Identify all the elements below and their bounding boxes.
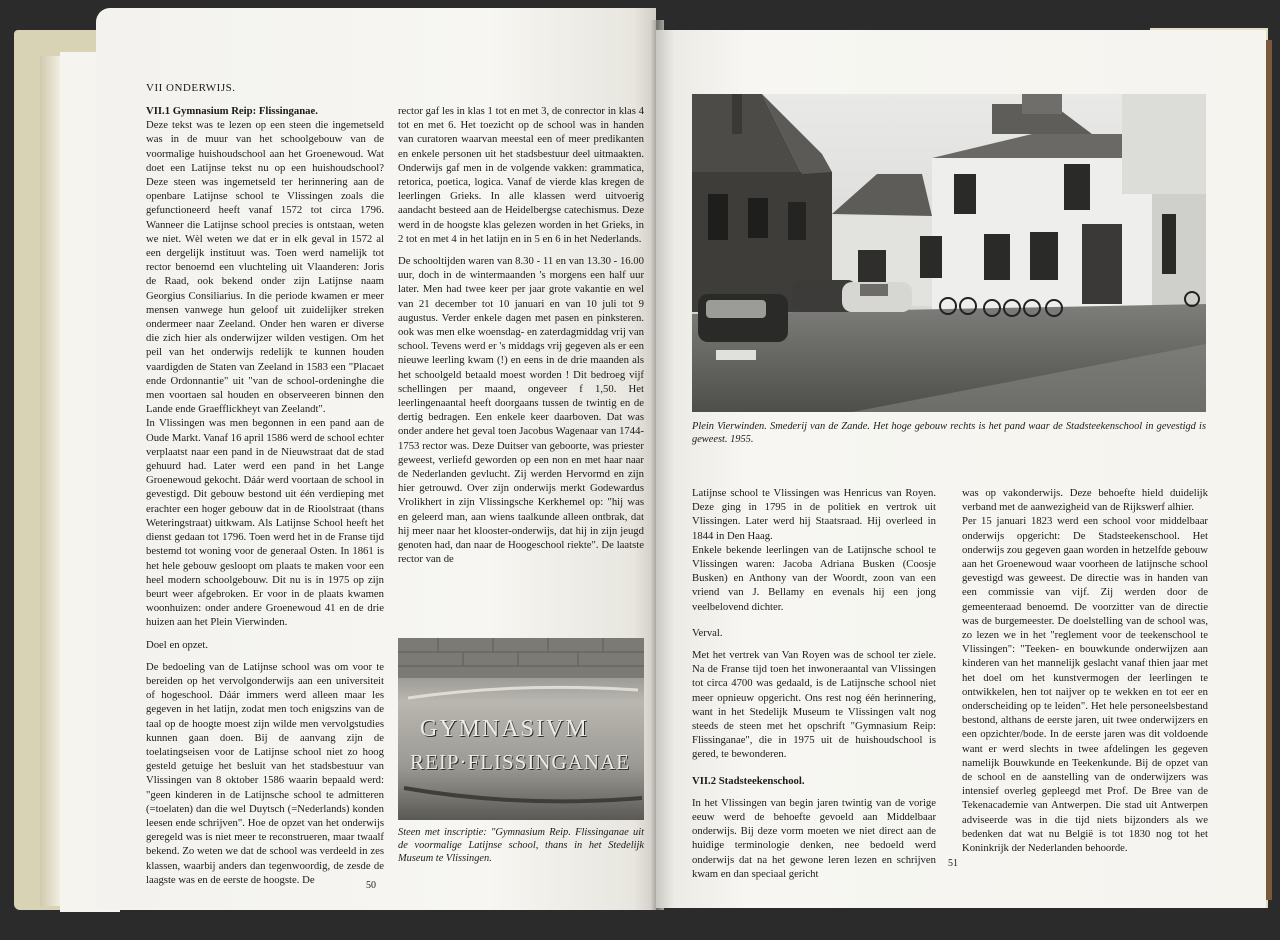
right-page	[656, 30, 1266, 908]
paragraph: De bedoeling van de Latijnse school was om voor te bereiden op het vervolgonderwijs aan een universiteit of hogeschool. Dáár immers werd alleen maar les gegeven in het latijn, zodat men toch enigszins van de taal op de hoogte moest zijn wilde men vervolgstudies kunnen gaan doen. Bij de aanvang zijn de toelatingseisen voor de Latijnse school niet zo hoog gesteld getuige het besluit van het stadsbestuur van Vlissingen van 8 oktober 1586 waarin bepaald werd: "geen kinderen in de Latijnsche school te admitteren (=toelaten) dan die wel Duytsch (=Nederlands) konden leesen ende schrijven". Hoe de opzet van het onderwijs geregeld was is niet meer te reconstrueren, maar twaalf bekend. Zo weten we dat de school was verdeeld in zes klassen, waarbij anders dan tegenwoordig, de zesde de laagste was en de eerste de hoogste. De	[146, 660, 384, 886]
left-page-column-2	[398, 104, 644, 567]
subheading-doel: Doel en opzet.	[146, 638, 209, 651]
paragraph: De schooltijden waren van 8.30 - 11 en van 13.30 - 16.00 uur, doch in de wintermaanden 's morgens een half uur later. Men had twee keer per jaar grote vakantie en wel van 21 december tot 10 januari en van 10 juli tot 9 augustus. Verder enkele dagen met pasen en pinksteren. ook was men elke woensdag- en zaterdagmiddag vrij van school. Tevens werd er 's middags vrij gegeven als er een nieuwe leerling kwam (!) en eens in de drie maanden als het schoolgeld betaald moest worden ! Dit bedroeg vijf schellingen per maand, ongeveer f 1,50. Het leerlingenaantal heeft doorgaans tussen de twintig en de dertig bedragen. Een enkele keer daarboven. Dat was onder andere het geval toen Jacobus Wagenaar van 1744-1753 rector was. Deze Duitser van geboorte, was priester geweest, verliefd geworden op een non en met haar naar de Nederlanden gevlucht. Zij werden Hervormd en zijn hier getrouwd. Over zijn onderwijs merkt Godewardus Vrolikhert in zijn Vlissingsche Kerkhemel op: "hij was en geleerd man, aan wiens taalkunde alleen ontbrak, dat hij meer naar het klooster-onderwijs, dat hij in zijn jeugd genoten had, dan naar de Hoogeschool riekte". De laatste rector van de	[398, 255, 644, 566]
stone-inscription-photo	[398, 638, 644, 820]
left-page-column-1	[146, 104, 384, 887]
section-title-gymnasium: VII.1 Gymnasium Reip: Flissinganae.	[146, 105, 318, 117]
stone-caption: Steen met inscriptie: "Gymnasium Reip. Flissinganae uit de voormalige Latijnse school, thans in het Stedelijk Museum te Vlissingen.	[398, 827, 644, 864]
paragraph: Enkele bekende leerlingen van de Latijnsche school te Vlissingen waren: Jacoba Adriana Busken (Coosje Busken) en Anthony van der Woordt, zoon van een vriend van J. Bellamy en evenals hij een jong veelbelovend dichter.	[692, 543, 936, 613]
subheading-verval: Verval.	[692, 626, 723, 639]
paragraph: was op vakonderwijs. Deze behoefte hield duidelijk verband met de aanwezigheid van de Rijkswerf alhier.	[962, 487, 1208, 514]
paragraph: Latijnse school te Vlissingen was Henricus van Royen. Deze ging in 1795 in de politiek en vertrok uit Vlissingen. Later werd hij Staatsraad. Hij overleed in 1844 in Den Haag.	[692, 487, 936, 542]
paragraph: In Vlissingen was men begonnen in een pand aan de Oude Markt. Vanaf 16 april 1586 werd de school echter verplaatst naar een pand in de Nieuwstraat dat de stad gehuurd had. Later werd een pand in het Lange Groenewoud gekocht. Dáár werd voortaan de school in gevestigd. Dit gebouw bestond uit één verdieping met erachter een hoger gebouw dat in de Rioolstraat (thans Weteringstraat) uitkwam. Als Latijnse School heeft het dienst gedaan tot 1796. Toen werd het in de Franse tijd bestemd tot woning voor de generaal Osten. In 1861 is het hele gebouw gesloopt om plaats te maken voor een heel modern schoolgebouw. Dit nu is in 1975 op zijn beurt weer afgebroken. Er voor in de plaats kwamen woonhuizen: onder andere Groenewoud 41 en de drie huizen aan het Plein Vierwinden.	[146, 417, 384, 629]
stone-inscription-line-2: REIP·FLISSINGANAE	[410, 750, 631, 774]
paragraph: rector gaf les in klas 1 tot en met 3, de conrector in klas 4 tot en met 6. Het toezicht op de school was in handen van curatoren waarvan meestal een of meer predikanten en enkele personen uit het stadsbestuur deel uitmaakten. Onderwijs gaf men in de volgende vakken: grammatica, retorica, poetica, logica. Vanaf de vierde klas kregen de leerlingen Grieks. In alle klassen werd uitvoerig aandacht besteed aan de Heidelbergse catechismus. Deze werd in de hoogste klas gelezen worden in het Grieks, in 2 tot en met 4 in het latijn en in 5 en 6 in het Nederlands.	[398, 105, 644, 245]
paragraph: Deze tekst was te lezen op een steen die ingemetseld was in de muur van het schoolgebouw van de voormalige huishoudschool aan het Groenewoud. Wat doet een Latijnse tekst nu op een huishoudschool? Deze steen was ingemetseld ter herinnering aan de openbare Latijnse school te Vlissingen zoals die gefunctioneerd heeft vanaf 1572 tot circa 1796. Wanneer die Latijnse school precies is ontstaan, weten we niet. Wèl weten we dat er in elk geval in 1572 al een dergelijk instituut was. Toen werd namelijk tot rector benoemd een vluchteling uit Vlaanderen: Joris de Raad, ook bekend onder zijn Latijnse naam Georgius Consiliarius. In die periode kwamen er meer mensen vanwege hun geloof uit zuidelijker streken ondermeer naar Zeeland. Onder hen waren er diverse die zich hier als onderwijzer wilden vestigen. Om het peil van het onderwijs redelijk te kunnen houden vaardigden de Staten van Zeeland in 1583 een "Placaet ende Ordonnantie" uit "van de school-ordeninghe die men voortaen sal houden en observeeren binnen den Lande ende Graefflickheyt van Zeelandt".	[146, 119, 384, 416]
paragraph: Met het vertrek van Van Royen was de school ter ziele. Na de Franse tijd toen het inwoneraantal van Vlissingen tot circa 4700 was gedaald, is de Latijnsche school niet meer opnieuw opgericht. Ons rest nog één herinnering, want in het Stedelijk Museum te Vlissingen valt nog steeds de steen met het opschrift "Gymnasium Reip: Flissinganae", die in 1975 uit de huishoudschool is gered, te bewonderen.	[692, 649, 936, 761]
paragraph: In het Vlissingen van begin jaren twintig van de vorige eeuw werd de behoefte gevoeld aan Middelbaar onderwijs. Bij deze vorm moeten we niet direct aan de huidige terminologie denken, nee bedoeld werd onderwijs dat na het gewone leren lezen en schrijven kwam en dan speciaal gericht	[692, 796, 936, 880]
paragraph: Per 15 januari 1823 werd een school voor middelbaar onderwijs opgericht: De Stadsteekenschool. Het onderwijs zou gegeven gaan worden in hetzelfde gebouw aan het Groenewoud waar voorheen de latijnsche school gevestigd was geweest. De directie was in handen van een commissie van vijf. Zij werden door de gemeenteraad benoemd. De voorzitter van de directie was de burgemeester. De doelstelling van de school was, zo lezen we in het "reglement voor de teekenschool te Vlissingen": "Teeken- en bouwkunde onderwijzen aan kinderen van het mannelijk geslacht vanaf thien jaar met het doel om het kunstvermogen der leerlingen te ontwikkelen, hen tot naijver op te wekken en tot eer en onderscheiding op te leiden". Het hele personeelsbestand bestond, althans de eerste jaren, uit twee onderwijzers en een opzichter/bode. In de eerste jaren was dit voldoende want er werd slechts in twee afdelingen les gegeven namelijk Bouwkunde en Teekenkunde. Bij de opzet van de school en de aanstelling van de onderwijzers was intensief overleg gepleegd met Prof. De Bree van de Tekenacademie van Antwerpen. Die stad uit Antwerpen adviseerde was in die tijd niets bijzonders als we bedenken dat wat nu België is tot 1830 nog tot het Koninkrijk der Nederlanden behoorde.	[962, 515, 1208, 855]
street-photo-caption: Plein Vierwinden. Smederij van de Zande. Het hoge gebouw rechts is het pand waar de Stadsteekenschool in gevestigd is geweest. 1955.	[692, 421, 1206, 445]
stone-inscription-line-1: GYMNASIVM	[420, 716, 589, 742]
left-page	[96, 8, 656, 910]
chapter-heading: VII ONDERWIJS.	[146, 82, 236, 94]
page-number-right: 51	[948, 858, 958, 869]
right-page-column-1	[692, 486, 936, 881]
right-page-column-2	[962, 486, 1208, 855]
section-title-stadsteekenschool: VII.2 Stadsteekenschool.	[692, 774, 805, 787]
page-number-left: 50	[366, 880, 376, 891]
street-photo-plein-vierwinden	[692, 94, 1206, 412]
street-photo-image	[692, 94, 1206, 412]
